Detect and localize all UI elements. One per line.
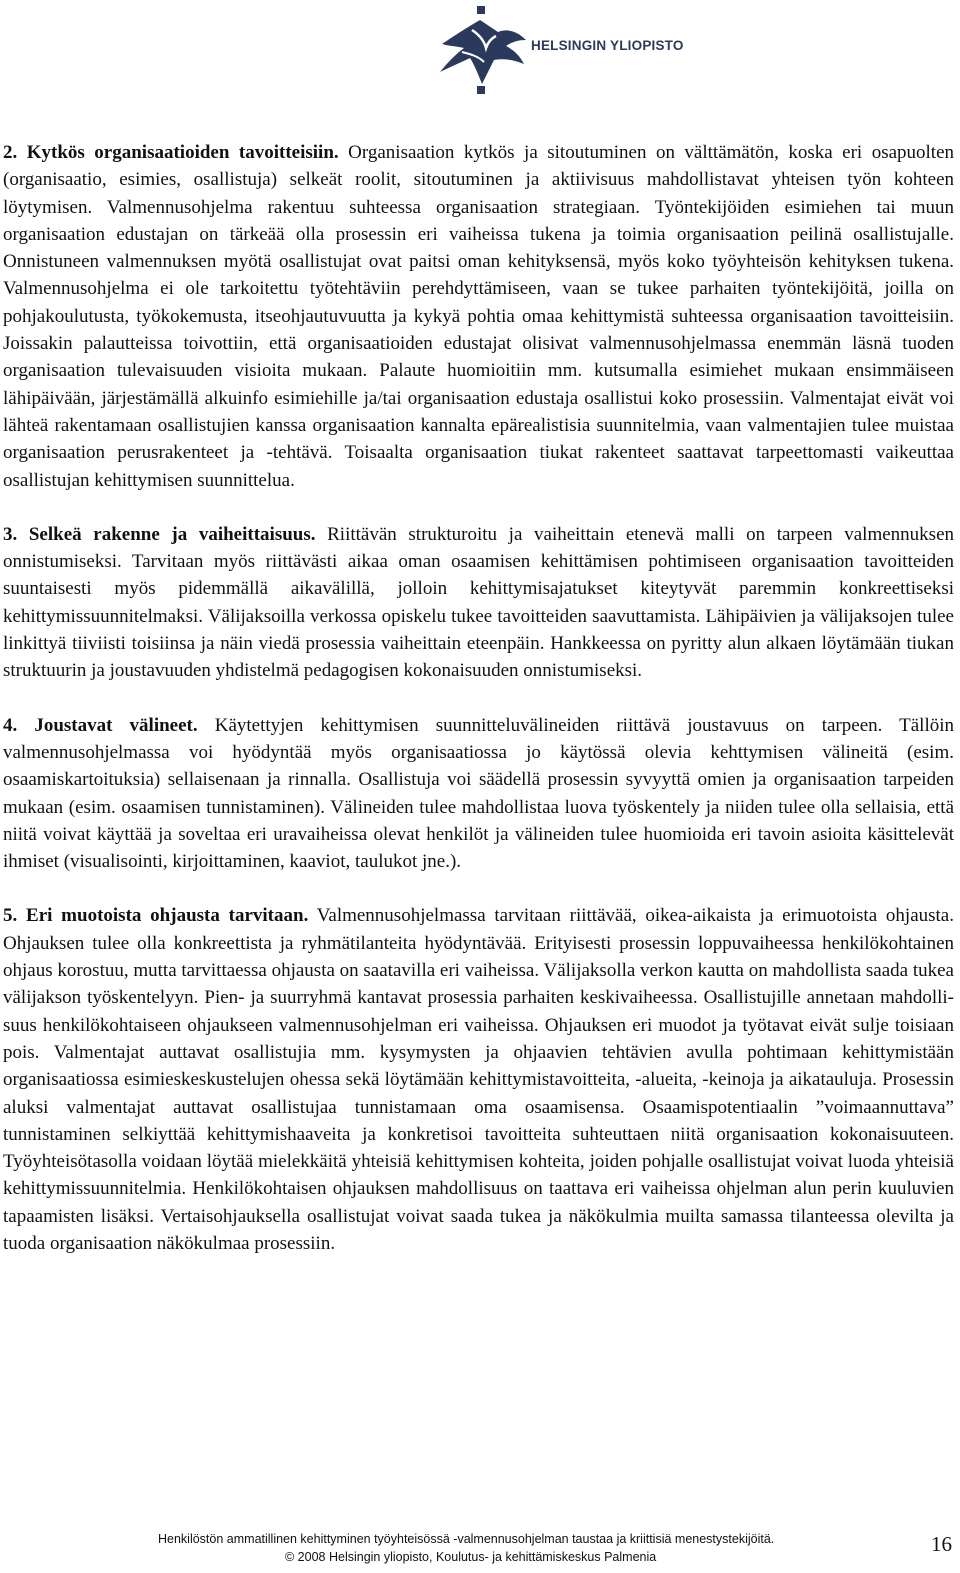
section-text: Valmennusohjelmassa tarvitaan riittävää, oikea-aikaista ja erimuotoista ohjausta. Ohjauksen tulee olla konkreettista ja ryhmätilanteita hyödyntävää. Erityisesti prosessin loppuvaiheessa henkilökohtainen ohjaus korostuu, mutta tarvittaessa ohjausta on saatavilla eri vaiheissa. Välijaksolla verkon kautta on mahdollista saada tukea välijakson työskentelyyn. Pien- ja suurryhmä kantavat prosessia parhaiten keskivaiheessa. Osallistujille annetaan mahdollisuus henkilökohtaiseen ohjaukseen valmennusohjelman eri vaiheissa. Ohjauksen eri muodot ja työtavat eivät sulje toisiaan pois. Valmentajat auttavat osallistujia mm. kysymysten ja ohjaavien tehtävien avulla pohtimaan kehittymistään organisaatiossa esimieskeskustelujen ohessa sekä löytämään kehittymistavoitteita, -alueita, -keinoja ja aikatauluja. Prosessin aluksi valmentajat auttavat osallistujaa tunnistamaan oma osaamisensa. Osaamispotentiaalin ”voimaannuttava” tunnistaminen selkiyttää kehittymishaaveita ja konkretisoi tavoitteita suhteuttaen niitä organisaation kokonaisuuteen. Työyhteisötasolla voidaan löytää mielekkäitä yhteisiä kehittymisen kohteita, joiden pohjalle osallistujat voivat luoda yhteisiä kehittymissuunnitelmia. Henkilökohtaisen ohjauksen mahdollisuus on taattava eri vaiheissa ohjelman alun perin kuuluvien tapaamisten lisäksi. Vertaisohjauksella osallistujat voivat saada tukea ja näkökulmia muilta samassa tilanteessa olevilta ja tuoda organisaation näkökulmaa prosessiin.: [3, 905, 954, 1254]
section-3: [3, 521, 954, 685]
section-text: Organisaation kytkös ja sitoutuminen on välttämätön, koska eri osapuolten (organisaatio, esimies, osallistuja) selkeät roolit, sitoutuminen ja aktiivisuus mahdollistavat yhteisen työn kohteen löytymisen. Valmennusohjelma rakentuu suhteessa organisaation strategiaan. Työntekijöiden esimiehen tai muun organisaation edustajan on tärkeää olla prosessin eri vaiheissa tukena ja toimia organisaation peilinä osallistujalle. Onnistuneen valmennuksen myötä osallistujat ovat paitsi oman kehityksensä, myös koko työyhteisön kehityksen tukena. Valmennusohjelma ei ole tarkoitettu työtehtäviin perehdyttämiseen, vaan se tukee parhaiten työntekijöitä, joilla on pohjakoulutusta, työkokemusta, itseohjautuvuutta ja kykyä pohtia omaa kehittymistä suhteessa organisaation tavoitteisiin. Joissakin palautteissa toivottiin, että organisaatioiden edustajat olisivat valmennusohjelmassa enemmän läsnä tuoden organisaation tulevaisuuden visioita mukaan. Palaute huomioitiin mm. kutsumalla esimiehet mukaan ensimmäiseen lähipäivään, järjestämällä alkuinfo esimiehille ja/tai organisaation edustaja osallistui koko prosessiin. Valmentajat eivät voi lähteä rakentamaan osallistujien kanssa organisaation kannalta epärealistisia suunnitelmia, vaan valmentajien tulee muistaa organisaation perusrakenteet ja -tehtävä. Toisaalta organisaation tiukat rakenteet saattavat tarpeettomasti vaikeuttaa osallistujan kehittymisen suunnittelua.: [3, 142, 955, 491]
footer-title: Henkilöstön ammatillinen kehittyminen työyhteisössä -valmennusohjelman taustaa ja kriittisiä menestystekijöitä.: [158, 1532, 775, 1546]
section-text: Riittävän strukturoitu ja vaiheittain etenevä malli on tarpeen valmennuksen onnistumiseksi. Tarvitaan myös riittävästi aikaa oman osaamisen kehittämisen pohtimiseen organisaation tavoitteiden suuntaisesti myös pidemmällä aikavälillä, jolloin kehittymisajatukset kiteytyvät paremmin konkreettiseksi kehittymissuunnitelmaksi. Välijaksoilla verkossa opiskelu tukee tavoitteiden saavuttamista. Lähipäivien ja välijaksojen tulee linkittyä tiiviisti toisiinsa ja näin viedä prosessia vaiheittain eteenpäin. Hankkeessa on pyritty alun alkaen löytämään tiukan struktuurin ja joustavuuden yhdistelmä pedagogisen kokonaisuuden onnistumiseksi.: [3, 523, 954, 682]
logo-wordmark: HELSINGIN YLIOPISTO: [531, 38, 684, 53]
section-heading: 5. Eri muotoista ohjausta tarvitaan.: [3, 905, 309, 927]
section-text: Käytettyjen kehittymisen suunnitteluvälineiden riittävä joustavuus on tarpeen. Tällöin valmennusohjelmassa voi hyödyntää myös organisaatiossa jo käytössä olevia kehttymisen välineitä (esim. osaamiskartoituksia) sellaisenaan ja rinnalla. Osallistuja voi säädellä prosessin syvyyttä omien ja organisaation tarpeiden mukaan (esim. osaamisen tunnistaminen). Välineiden tulee mahdollistaa luova työskentely ja niiden tulee olla sellaisia, että niitä voivat käyttää ja soveltaa eri uravaiheissa olevat henkilöt ja välineiden tulee huomioida eri tavoin asioita käsittelevät ihmiset (visualisointi, kirjoittaminen, kaaviot, taulukot jne.).: [3, 714, 954, 873]
section-4: [3, 712, 954, 876]
section-5: [3, 902, 954, 1257]
section-heading: 3. Selkeä rakenne ja vaiheittaisuus.: [3, 523, 316, 545]
page-number: 16: [931, 1532, 952, 1556]
section-2: [3, 139, 954, 494]
section-heading: 2. Kytkös organisaatioiden tavoitteisiin.: [3, 142, 339, 163]
footer-copyright: © 2008 Helsingin yliopisto, Koulutus- ja kehittämiskeskus Palmenia: [285, 1550, 657, 1564]
section-heading: 4. Joustavat välineet.: [3, 714, 198, 736]
document-body: [3, 139, 954, 1284]
